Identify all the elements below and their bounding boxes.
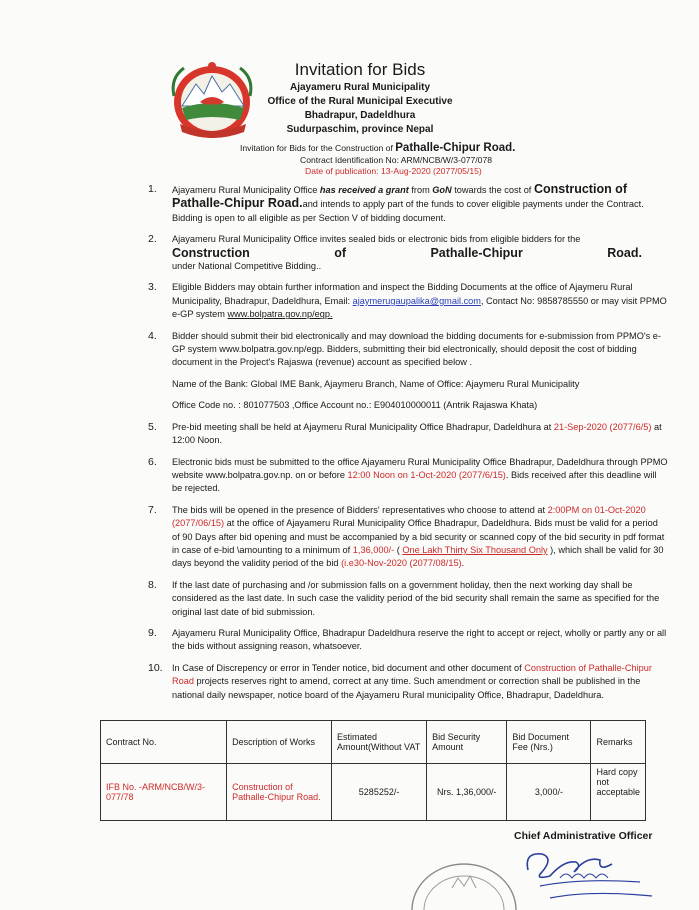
item-number: 1. bbox=[148, 183, 157, 195]
item-text: ( bbox=[396, 544, 400, 555]
column-header: Estimated Amount(Without VAT bbox=[332, 721, 427, 764]
publication-date: Date of publication: 13-Aug-2020 (2077/05/15) bbox=[305, 166, 482, 176]
project-name: Pathalle-Chipur Road. bbox=[395, 142, 516, 154]
project-word: Pathalle-Chipur bbox=[430, 245, 523, 260]
item-number: 7. bbox=[148, 503, 157, 516]
contract-id: Contract Identification No: ARM/NCB/W/3-077/078 bbox=[300, 155, 493, 165]
item-number: 9. bbox=[148, 626, 157, 639]
office-location: Bhadrapur, Dadeldhura bbox=[304, 110, 416, 121]
project-word: Construction bbox=[172, 245, 250, 260]
signatory-title: Chief Administrative Officer bbox=[514, 830, 653, 842]
item-text: at the office of Ajayameru Rural Municipality Office Bhadrapur, Dadeldhura. Bids must be valid for a period of 90 Days after bid opening and must be accompanied by a bid security or scanned copy of the bid security in pdf format in case of e-bid \amounting to a minimum of bbox=[172, 518, 665, 555]
column-header: Description of Works bbox=[227, 721, 332, 764]
project-word: Road. bbox=[607, 245, 642, 260]
item-text: Ajayameru Rural Municipality Office bbox=[172, 185, 318, 195]
security-amount: 1,36,000/- bbox=[352, 544, 395, 555]
bid-details-table bbox=[100, 720, 646, 821]
email-link[interactable]: ajaymerugaupalika@gmail.com bbox=[352, 295, 481, 306]
item-text: at 12:00 Noon. bbox=[172, 421, 662, 446]
contract-number-cell: IFB No. -ARM/NCB/W/3-077/78 bbox=[101, 764, 227, 821]
item-text: , Contact No: 9858785550 or may visit PPMO e-GP system bbox=[172, 295, 667, 320]
item-text: from bbox=[411, 185, 430, 195]
item-text: Electronic bids must be submitted to the office Ajayameru Rural Municipality Office Bhadrapur, Dadeldhura through PPMO website www.bolpatra.gov.np. on or before bbox=[172, 456, 668, 480]
funder-name: GoN bbox=[432, 185, 452, 195]
item-number: 3. bbox=[148, 281, 157, 294]
item-number: 5. bbox=[148, 420, 157, 433]
list-item-9 bbox=[148, 627, 668, 654]
column-header: Contract No. bbox=[101, 721, 227, 764]
invitation-line bbox=[240, 142, 515, 154]
list-item-1 bbox=[148, 183, 668, 225]
bid-security-cell: Nrs. 1,36,000/- bbox=[427, 764, 507, 821]
item-text: Eligible Bidders may obtain further information and inspect the Bidding Documents at the office of Ajaymeru Rural Municipality, Bhadrapur, Dadeldhura, Email: bbox=[172, 282, 633, 306]
office-code: Office Code no. : 801077503 ,Office Account no.: E904010000011 (Antrik Rajaswa Khata) bbox=[172, 400, 538, 411]
prebid-date: 21-Sep-2020 (2077/6/5) bbox=[553, 421, 652, 432]
office-name: Office of the Rural Municipal Executive bbox=[267, 96, 453, 107]
column-header: Bid Document Fee (Nrs.) bbox=[507, 721, 591, 764]
notice-items bbox=[148, 183, 668, 710]
list-item-6 bbox=[148, 456, 668, 496]
column-header: Remarks bbox=[591, 721, 646, 764]
estimated-amount-cell: 5285252/- bbox=[332, 764, 427, 821]
remarks-cell: Hard copy not acceptable bbox=[591, 764, 646, 821]
item-text: under National Competitive Bidding.. bbox=[172, 261, 322, 272]
list-item-7 bbox=[148, 504, 668, 571]
item-text: . Bids received after this deadline will be rejected. bbox=[172, 469, 657, 494]
item-text: towards the cost of bbox=[454, 185, 532, 195]
item-text: . bbox=[461, 558, 465, 569]
item-text: Pre-bid meeting shall be held at Ajaymeru Rural Municipality Office Bhadrapur, Dadeldhura at bbox=[172, 421, 552, 432]
project-reference: Construction of Pathalle-Chipur Road bbox=[172, 662, 652, 687]
item-number: 2. bbox=[148, 233, 157, 246]
item-text: projects reserves right to amend, correct at any time. Such amendment or correction shall be published in the national daily newspaper, notice board of the Ajayameru Rural municipality Office, Bhadrapur, Dadeldhura. bbox=[172, 676, 641, 700]
item-number: 4. bbox=[148, 329, 157, 342]
list-item-4 bbox=[148, 330, 668, 370]
item-text: If the last date of purchasing and /or submission falls on a government holiday, then the next working day shall be considered as the last date. In such case the validity period of the bid security shall remain the same as specified for the original last date of bid submission. bbox=[172, 579, 660, 617]
egp-website-link[interactable]: www.bolpatra.gov.np/egp. bbox=[227, 309, 333, 320]
table-row bbox=[101, 764, 646, 821]
item-number: 8. bbox=[148, 578, 157, 591]
item-text: Bidder should submit their bid electronically and may download the bidding documents for e-submission from PPMO's e-GP system www.bolpatra.gov.np/egp. Bidders, submitting their bid electronically, should deposit the cost of bidding document in the Project's Rajaswa (revenue) account as specified below . bbox=[172, 330, 661, 368]
list-item-3 bbox=[148, 281, 668, 321]
bank-details: Name of the Bank: Global IME Bank, Ajaymeru Branch, Name of Office: Ajaymeru Rural Municipality bbox=[172, 378, 580, 389]
list-item-8 bbox=[148, 579, 668, 619]
column-header: Bid Security Amount bbox=[427, 721, 507, 764]
validity-date: (i.e30-Nov-2020 (2077/08/15) bbox=[341, 558, 462, 569]
item-text: The bids will be opened in the presence of Bidders' representatives who choose to attend at bbox=[172, 504, 546, 515]
notice-title: Invitation for Bids bbox=[294, 60, 426, 79]
office-stamp-image bbox=[408, 858, 520, 910]
project-title-emphasis bbox=[172, 247, 642, 260]
opening-date: 2:00PM on 01-Oct-2020 (2077/06/15) bbox=[172, 504, 646, 529]
list-item-10 bbox=[148, 662, 668, 702]
list-item-2 bbox=[148, 233, 668, 273]
item-number: 6. bbox=[148, 455, 157, 468]
invitation-prefix: Invitation for Bids for the Construction of bbox=[240, 143, 393, 153]
document-fee-cell: 3,000/- bbox=[507, 764, 591, 821]
item-text: ), which shall be valid for 30 days beyond the validity period of the bid bbox=[172, 544, 664, 569]
office-province: Sudurpaschim, province Nepal bbox=[286, 124, 434, 135]
grant-text: has received a grant bbox=[319, 185, 409, 195]
item-text: In Case of Discrepency or error in Tender notice, bid document and other document of bbox=[172, 662, 522, 673]
item-text: Ajayameru Rural Municipality Office invites sealed bids or electronic bids from eligible bidders for the bbox=[172, 234, 581, 245]
organization-name: Ajayameru Rural Municipality bbox=[289, 82, 431, 93]
item-text: and intends to apply part of the funds to cover eligible payments under the Contract. Bidding is open to all eligible as per Section V of bidding document. bbox=[172, 199, 644, 223]
item-text: Ajayameru Rural Municipality Office, Bhadrapur Dadeldhura reserve the right to accept or reject, wholly or partly any or all the bids without assigning reason, whatsoever. bbox=[172, 627, 667, 652]
list-item-5 bbox=[148, 421, 668, 448]
project-title-emphasis: Construction of Pathalle-Chipur Road. bbox=[172, 182, 627, 211]
project-word: of bbox=[334, 245, 347, 260]
nepal-emblem-icon bbox=[166, 58, 258, 144]
submission-deadline: 12:00 Noon on 1-Oct-2020 (2077/6/15) bbox=[347, 469, 506, 480]
item-number: 10. bbox=[148, 661, 163, 674]
signature-image bbox=[520, 842, 660, 906]
table-header-row bbox=[101, 721, 646, 764]
description-cell: Construction of Pathalle-Chipur Road. bbox=[227, 764, 332, 821]
security-amount-words: One Lakh Thirty Six Thousand Only bbox=[402, 544, 548, 555]
